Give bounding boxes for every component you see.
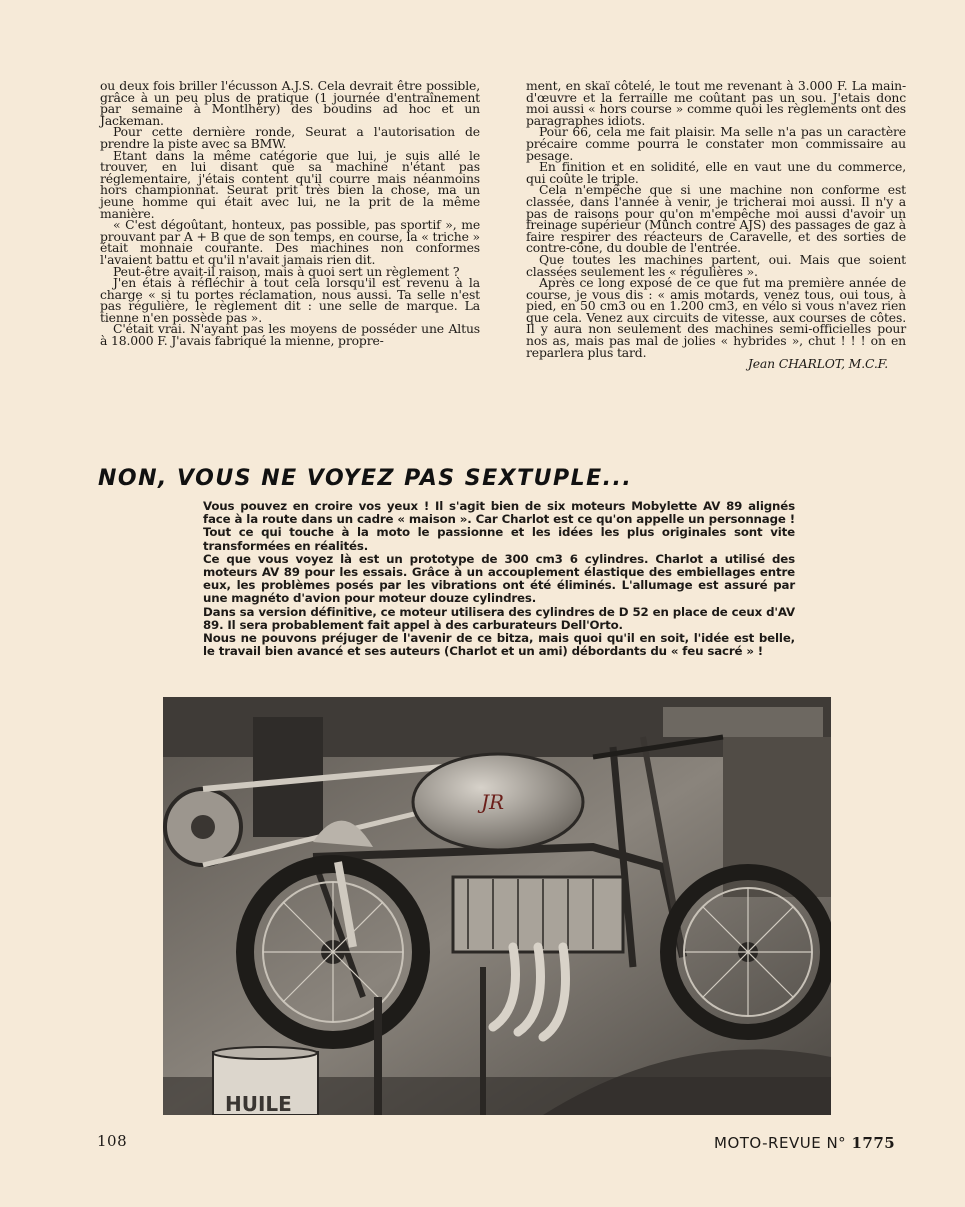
paragraph: Pour 66, cela me fait plaisir. Ma selle n'a pas un caractère précaire comme pourra le constater mon commissaire au pesage. <box>526 124 906 163</box>
section-headline: NON, VOUS NE VOYEZ PAS SEXTUPLE... <box>98 466 633 491</box>
motorcycle-photo <box>163 697 831 1115</box>
paragraph: Que toutes les machines partent, oui. Mais que soient classées seulement les « régulières ». <box>526 251 906 279</box>
page-number: 108 <box>97 1132 128 1150</box>
article-right-column <box>526 80 906 370</box>
caption-paragraph: Nous ne pouvons préjuger de l'avenir de ce bitza, mais quoi qu'il en soit, l'idée est belle, le travail bien avancé et ses auteurs (Charlot et un ami) débordants du « feu sacré » ! <box>203 631 795 659</box>
photo-illustration <box>163 697 831 1115</box>
paragraph: Etant dans la même catégorie que lui, je suis allé le trouver, en lui disant que sa machine n'étant pas réglementaire, j'étais content qu'il courre mais néanmoins hors championnat. Seurat prit très bien la chose, ma un jeune homme qui était avec lui, ne la prit de la même manière. <box>100 147 480 221</box>
paragraph: « C'est dégoûtant, honteux, pas possible, pas sportif », me prouvant par A + B que de son temps, en course, la « triche » était monnaie courante. Des machines non conformes l'avaient battu et qu'il n'avait jamais rien dit. <box>100 217 480 267</box>
magazine-name: MOTO-REVUE <box>714 1134 822 1152</box>
paragraph: ment, en skaï côtelé, le tout me revenant à 3.000 F. La main-d'œuvre et la ferraille me coûtant pas un sou. J'etais donc moi aussi « hors course » comme quoi les règlements ont des paragraphes idiots. <box>526 78 906 128</box>
paragraph: C'était vrai. N'ayant pas les moyens de posséder une Altus à 18.000 F. J'avais fabriqué la mienne, propre- <box>100 321 480 349</box>
author-signature: Jean CHARLOT, M.C.F. <box>747 356 888 372</box>
paragraph: Cela n'empêche que si une machine non conforme est classée, dans l'année à venir, je tricherai moi aussi. Il n'y a pas de raisons pour qu'on m'empêche moi aussi d'avoir un freinage supérieur (Münch contre AJS) des passages de gaz à faire respirer des réacteurs de Caravelle, et des sorties de contre-cône, du double de l'entrée. <box>526 182 906 256</box>
paragraph: Peut-être avait-il raison, mais à quoi sert un règlement ? <box>113 263 460 279</box>
caption-paragraph: Ce que vous voyez là est un prototype de 300 cm3 6 cylindres. Charlot a utilisé des moteurs AV 89 pour les essais. Grâce à un accouplement élastique des embiellages entre eux, les problèmes posés par les vibrations ont été éliminés. L'allumage est assuré par une magnéto d'avion pour moteur douze cylindres. <box>203 551 795 606</box>
article-left-column <box>100 80 480 347</box>
paragraph: ou deux fois briller l'écusson A.J.S. Cela devrait être possible, grâce à un peu plus de pratique (1 journée d'entraînement par semaine à Montlhéry) des boudins ad hoc et un Jackeman. <box>100 78 480 128</box>
paragraph: J'en étais à réfléchir à tout cela lorsqu'il est revenu à la charge « si tu portes réclamation, nous aussi. Ta selle n'est pas régulière, le règlement dit : une selle de marque. La tienne n'en possède pas ». <box>100 275 480 325</box>
oil-can-label: HUILE <box>225 1092 292 1115</box>
issue-number: 1775 <box>851 1134 896 1152</box>
caption-paragraph: Dans sa version définitive, ce moteur utilisera des cylindres de D 52 en place de ceux d'AV 89. Il sera probablement fait appel à des carburateurs Dell'Orto. <box>203 604 795 632</box>
caption-paragraph: Vous pouvez en croire vos yeux ! Il s'agit bien de six moteurs Mobylette AV 89 alignés face à la route dans un cadre « maison ». Car Charlot est ce qu'on appelle un personnage ! Tout ce qui touche à la moto le passionne et les idées les plus originales sont vite transformées en réalités. <box>203 499 795 553</box>
issue-prefix: N° <box>826 1134 847 1152</box>
paragraph: En finition et en solidité, elle en vaut une du commerce, qui coûte le triple. <box>526 159 906 186</box>
paragraph: Après ce long exposé de ce que fut ma première année de course, je vous dis : « amis motards, venez tous, oui tous, à pied, en 50 cm3 ou en 1.200 cm3, en vélo si vous n'avez rien que cela. Venez aux circuits de vitesse, aux courses de côtes. Il y aura non seulement des machines semi-officielles pour nos as, mais pas mal de jolies « hybrides », chut ! ! ! on en reparlera plus tard. <box>526 275 906 360</box>
photo-caption-text <box>203 500 795 658</box>
svg-text:JR: JR <box>481 790 505 814</box>
magazine-footer <box>714 1134 895 1152</box>
paragraph: Pour cette dernière ronde, Seurat a l'autorisation de prendre la piste avec sa BMW. <box>100 124 480 151</box>
